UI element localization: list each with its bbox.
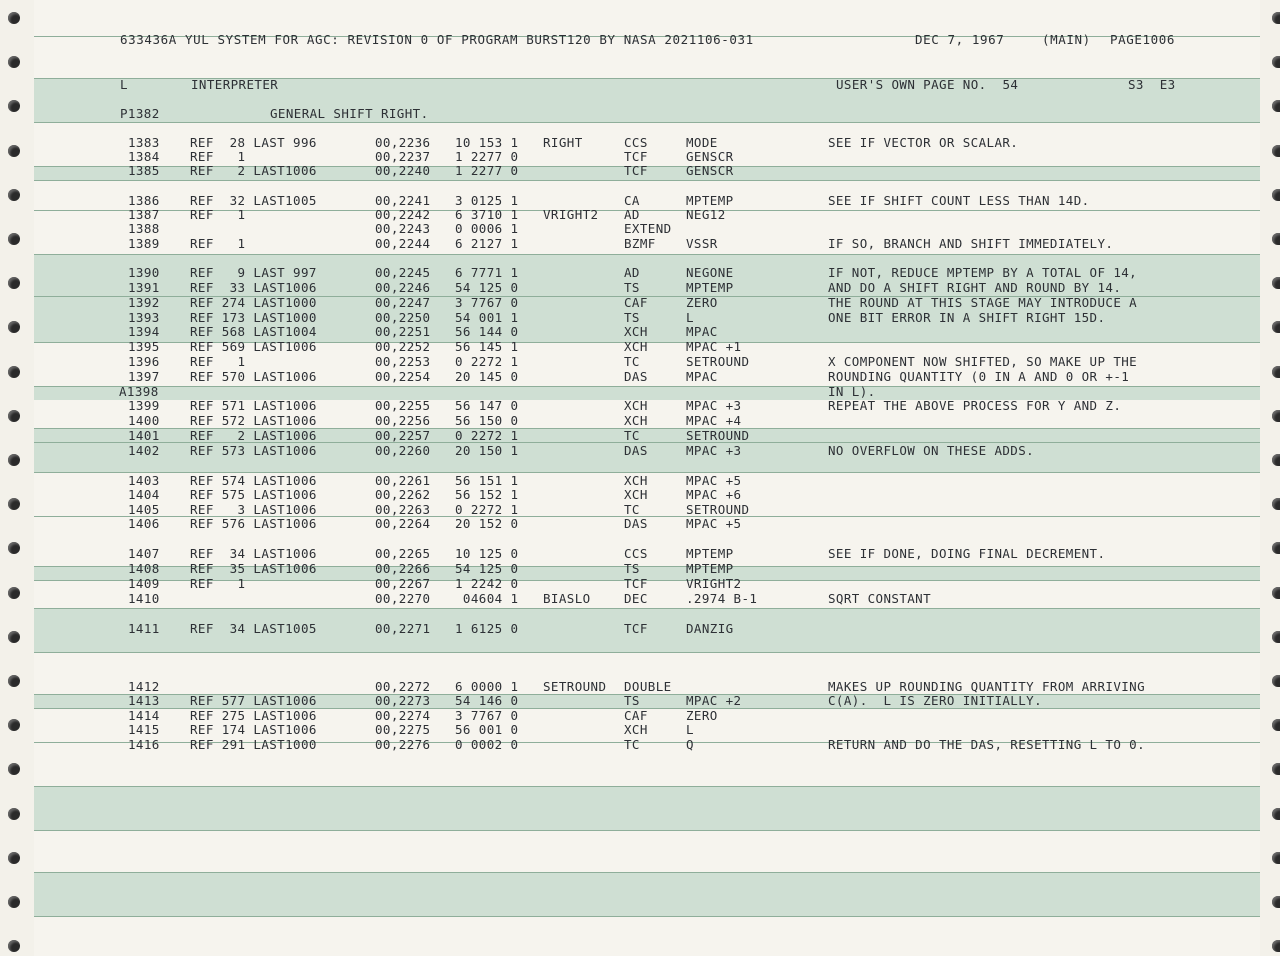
line-number: 1389 xyxy=(128,236,160,251)
comment: C(A). L IS ZERO INITIALLY. xyxy=(828,693,1042,708)
address: 00,2253 xyxy=(375,354,431,369)
address: 00,2273 xyxy=(375,693,431,708)
operand: SETROUND xyxy=(686,428,750,443)
opcode: TS xyxy=(624,310,640,325)
feed-hole xyxy=(1272,454,1280,466)
ref-info: REF 34 LAST1005 xyxy=(190,621,317,636)
opcode: XCH xyxy=(624,324,648,339)
opcode: TS xyxy=(624,280,640,295)
opcode: DEC xyxy=(624,591,648,606)
line-number: 1413 xyxy=(128,693,160,708)
feed-hole xyxy=(8,896,20,908)
opcode: BZMF xyxy=(624,236,656,251)
line-number: 1403 xyxy=(128,473,160,488)
line-number: 1408 xyxy=(128,561,160,576)
address: 00,2252 xyxy=(375,339,431,354)
operand: .2974 B-1 xyxy=(686,591,758,606)
feed-hole xyxy=(1272,808,1280,820)
operand: MPAC +5 xyxy=(686,473,742,488)
line-number: 1415 xyxy=(128,722,160,737)
opcode: CAF xyxy=(624,295,648,310)
address: 00,2256 xyxy=(375,413,431,428)
greenbar-rule xyxy=(34,254,1260,255)
address: 00,2246 xyxy=(375,280,431,295)
symbol-label: VRIGHT2 xyxy=(543,207,599,222)
address: 00,2260 xyxy=(375,443,431,458)
operand: MPAC +3 xyxy=(686,443,742,458)
address: 00,2274 xyxy=(375,708,431,723)
feed-hole xyxy=(8,233,20,245)
address: 00,2255 xyxy=(375,398,431,413)
line-number: 1385 xyxy=(128,163,160,178)
ref-info: REF 1 xyxy=(190,149,246,164)
feed-hole xyxy=(1272,12,1280,24)
greenbar-rule xyxy=(34,652,1260,653)
line-number: 1395 xyxy=(128,339,160,354)
ref-info: REF 568 LAST1004 xyxy=(190,324,317,339)
ref-info: REF 1 xyxy=(190,207,246,222)
comment: SEE IF SHIFT COUNT LESS THAN 14D. xyxy=(828,193,1090,208)
octal-word: 56 147 0 xyxy=(455,398,519,413)
ref-info: REF 572 LAST1006 xyxy=(190,413,317,428)
ref-info: REF 3 LAST1006 xyxy=(190,502,317,517)
comment: AND DO A SHIFT RIGHT AND ROUND BY 14. xyxy=(828,280,1122,295)
feed-hole xyxy=(1272,145,1280,157)
ref-info: REF 2 LAST1006 xyxy=(190,163,317,178)
log-letter: L xyxy=(120,77,128,92)
line-number: 1411 xyxy=(128,621,160,636)
octal-word: 54 125 0 xyxy=(455,280,519,295)
comment: SEE IF DONE, DOING FINAL DECREMENT. xyxy=(828,546,1106,561)
opcode: XCH xyxy=(624,722,648,737)
ref-info: REF 28 LAST 996 xyxy=(190,135,317,150)
opcode: DAS xyxy=(624,516,648,531)
opcode: TC xyxy=(624,428,640,443)
address: 00,2251 xyxy=(375,324,431,339)
operand: MPAC +3 xyxy=(686,398,742,413)
ref-info: REF 1 xyxy=(190,576,246,591)
line-number: 1412 xyxy=(128,679,160,694)
octal-word: 6 0000 1 xyxy=(455,679,519,694)
octal-word: 20 150 1 xyxy=(455,443,519,458)
feed-hole xyxy=(1272,410,1280,422)
comment: NO OVERFLOW ON THESE ADDS. xyxy=(828,443,1035,458)
operand: MPAC xyxy=(686,324,718,339)
feed-hole xyxy=(8,498,20,510)
address: 00,2247 xyxy=(375,295,431,310)
operand: MPTEMP xyxy=(686,193,734,208)
address: 00,2275 xyxy=(375,722,431,737)
feed-hole xyxy=(1272,675,1280,687)
feed-hole xyxy=(1272,56,1280,68)
feed-hole xyxy=(1272,587,1280,599)
opcode: TC xyxy=(624,354,640,369)
comment: ONE BIT ERROR IN A SHIFT RIGHT 15D. xyxy=(828,310,1106,325)
feed-hole xyxy=(1272,100,1280,112)
line-number: 1404 xyxy=(128,487,160,502)
operand: L xyxy=(686,722,694,737)
address: 00,2271 xyxy=(375,621,431,636)
octal-word: 6 3710 1 xyxy=(455,207,519,222)
feed-hole xyxy=(1272,366,1280,378)
operand: ZERO xyxy=(686,708,718,723)
opcode: XCH xyxy=(624,339,648,354)
line-number: 1405 xyxy=(128,502,160,517)
ref-info: REF 174 LAST1006 xyxy=(190,722,317,737)
octal-word: 56 144 0 xyxy=(455,324,519,339)
ref-info: REF 569 LAST1006 xyxy=(190,339,317,354)
opcode: XCH xyxy=(624,473,648,488)
octal-word: 54 125 0 xyxy=(455,561,519,576)
feed-hole xyxy=(8,542,20,554)
feed-hole xyxy=(1272,852,1280,864)
address: 00,2242 xyxy=(375,207,431,222)
octal-word: 56 001 0 xyxy=(455,722,519,737)
address: 00,2270 xyxy=(375,591,431,606)
opcode: TS xyxy=(624,561,640,576)
line-number: 1410 xyxy=(128,591,160,606)
comment: IF NOT, REDUCE MPTEMP BY A TOTAL OF 14, xyxy=(828,265,1138,280)
line-number: 1383 xyxy=(128,135,160,150)
operand: MPAC +2 xyxy=(686,693,742,708)
comment: SQRT CONSTANT xyxy=(828,591,932,606)
ref-info: REF 1 xyxy=(190,354,246,369)
opcode: XCH xyxy=(624,398,648,413)
operand: DANZIG xyxy=(686,621,734,636)
greenbar-band xyxy=(34,786,1260,830)
ref-info: REF 33 LAST1006 xyxy=(190,280,317,295)
octal-word: 20 152 0 xyxy=(455,516,519,531)
octal-word: 1 6125 0 xyxy=(455,621,519,636)
feed-hole xyxy=(8,410,20,422)
feed-hole xyxy=(8,940,20,952)
operand: MPAC +6 xyxy=(686,487,742,502)
greenbar-rule xyxy=(34,916,1260,917)
line-number: A1398 xyxy=(119,384,159,399)
ref-info: REF 2 LAST1006 xyxy=(190,428,317,443)
feed-hole xyxy=(1272,719,1280,731)
feed-hole xyxy=(8,719,20,731)
feed-hole xyxy=(1272,321,1280,333)
address: 00,2243 xyxy=(375,221,431,236)
greenbar-band xyxy=(34,872,1260,916)
operand: L xyxy=(686,310,694,325)
comment: SEE IF VECTOR OR SCALAR. xyxy=(828,135,1019,150)
operand: MPAC +4 xyxy=(686,413,742,428)
ref-info: REF 574 LAST1006 xyxy=(190,473,317,488)
line-number: 1391 xyxy=(128,280,160,295)
comment: REPEAT THE ABOVE PROCESS FOR Y AND Z. xyxy=(828,398,1122,413)
listing-section: (MAIN) xyxy=(1042,32,1091,47)
feed-hole xyxy=(8,277,20,289)
line-number: 1397 xyxy=(128,369,160,384)
octal-word: 1 2277 0 xyxy=(455,163,519,178)
octal-word: 0 2272 1 xyxy=(455,354,519,369)
octal-word: 0 0006 1 xyxy=(455,221,519,236)
line-number: 1394 xyxy=(128,324,160,339)
address: 00,2262 xyxy=(375,487,431,502)
octal-word: 6 7771 1 xyxy=(455,265,519,280)
address: 00,2257 xyxy=(375,428,431,443)
address: 00,2244 xyxy=(375,236,431,251)
address: 00,2272 xyxy=(375,679,431,694)
operand: ZERO xyxy=(686,295,718,310)
line-number: 1393 xyxy=(128,310,160,325)
operand: MODE xyxy=(686,135,718,150)
opcode: TCF xyxy=(624,621,648,636)
opcode: EXTEND xyxy=(624,221,672,236)
line-number: 1392 xyxy=(128,295,160,310)
ref-info: REF 577 LAST1006 xyxy=(190,693,317,708)
feed-hole xyxy=(1272,896,1280,908)
line-number: 1409 xyxy=(128,576,160,591)
opcode: XCH xyxy=(624,487,648,502)
comment: THE ROUND AT THIS STAGE MAY INTRODUCE A xyxy=(828,295,1138,310)
address: 00,2264 xyxy=(375,516,431,531)
feed-hole xyxy=(8,321,20,333)
feed-hole xyxy=(1272,542,1280,554)
operand: SETROUND xyxy=(686,354,750,369)
comment: RETURN AND DO THE DAS, RESETTING L TO 0. xyxy=(828,737,1146,752)
comment: X COMPONENT NOW SHIFTED, SO MAKE UP THE xyxy=(828,354,1138,369)
feed-hole xyxy=(8,100,20,112)
octal-word: 56 145 1 xyxy=(455,339,519,354)
octal-word: 56 152 1 xyxy=(455,487,519,502)
line-number: 1406 xyxy=(128,516,160,531)
address: 00,2254 xyxy=(375,369,431,384)
comment: IN L). xyxy=(828,384,876,399)
feed-hole xyxy=(8,631,20,643)
operand: NEGONE xyxy=(686,265,734,280)
octal-word: 1 2242 0 xyxy=(455,576,519,591)
ref-info: REF 274 LAST1000 xyxy=(190,295,317,310)
opcode: TCF xyxy=(624,163,648,178)
line-number: 1388 xyxy=(128,221,160,236)
greenbar-rule xyxy=(34,608,1260,609)
ref-info: REF 576 LAST1006 xyxy=(190,516,317,531)
line-number: 1386 xyxy=(128,193,160,208)
comment: IF SO, BRANCH AND SHIFT IMMEDIATELY. xyxy=(828,236,1114,251)
address: 00,2276 xyxy=(375,737,431,752)
address: 00,2237 xyxy=(375,149,431,164)
greenbar-rule xyxy=(34,872,1260,873)
feed-hole xyxy=(1272,189,1280,201)
octal-word: 6 2127 1 xyxy=(455,236,519,251)
address: 00,2267 xyxy=(375,576,431,591)
address: 00,2261 xyxy=(375,473,431,488)
feed-hole xyxy=(8,56,20,68)
address: 00,2245 xyxy=(375,265,431,280)
operand: MPAC +5 xyxy=(686,516,742,531)
ref-info: REF 291 LAST1000 xyxy=(190,737,317,752)
greenbar-rule xyxy=(34,180,1260,181)
operand: SETROUND xyxy=(686,502,750,517)
line-number: 1402 xyxy=(128,443,160,458)
address: 00,2241 xyxy=(375,193,431,208)
feed-hole xyxy=(8,366,20,378)
octal-word: 0 2272 1 xyxy=(455,428,519,443)
comment: ROUNDING QUANTITY (0 IN A AND 0 OR +-1 xyxy=(828,369,1130,384)
symbol-label: RIGHT xyxy=(543,135,583,150)
ref-info: REF 9 LAST 997 xyxy=(190,265,317,280)
feed-hole xyxy=(8,808,20,820)
opcode: DAS xyxy=(624,443,648,458)
opcode: AD xyxy=(624,207,640,222)
ref-info: REF 1 xyxy=(190,236,246,251)
feed-hole xyxy=(1272,277,1280,289)
ref-info: REF 173 LAST1000 xyxy=(190,310,317,325)
octal-word: 3 7767 0 xyxy=(455,295,519,310)
address: 00,2250 xyxy=(375,310,431,325)
line-number: 1407 xyxy=(128,546,160,561)
feed-hole xyxy=(1272,498,1280,510)
feed-hole xyxy=(1272,763,1280,775)
operand: Q xyxy=(686,737,694,752)
ref-info: REF 32 LAST1005 xyxy=(190,193,317,208)
ref-info: REF 575 LAST1006 xyxy=(190,487,317,502)
comment: MAKES UP ROUNDING QUANTITY FROM ARRIVING xyxy=(828,679,1146,694)
feed-hole xyxy=(8,675,20,687)
octal-word: 10 153 1 xyxy=(455,135,519,150)
octal-word: 10 125 0 xyxy=(455,546,519,561)
section-code: S3 E3 xyxy=(1128,77,1176,92)
listing-title: 633436A YUL SYSTEM FOR AGC: REVISION 0 OF PROGRAM BURST120 BY NASA 2021106-031 xyxy=(120,32,754,47)
greenbar-rule xyxy=(34,786,1260,787)
ref-info: REF 275 LAST1006 xyxy=(190,708,317,723)
octal-word: 04604 1 xyxy=(455,591,519,606)
feed-hole xyxy=(1272,233,1280,245)
ref-info: REF 570 LAST1006 xyxy=(190,369,317,384)
feed-hole xyxy=(8,852,20,864)
opcode: CCS xyxy=(624,546,648,561)
users-own-page: USER'S OWN PAGE NO. 54 xyxy=(836,77,1019,92)
symbol-label: SETROUND xyxy=(543,679,607,694)
address: 00,2263 xyxy=(375,502,431,517)
octal-word: 1 2277 0 xyxy=(455,149,519,164)
opcode: TCF xyxy=(624,576,648,591)
operand: MPAC xyxy=(686,369,718,384)
opcode: TCF xyxy=(624,149,648,164)
octal-word: 20 145 0 xyxy=(455,369,519,384)
operand: MPTEMP xyxy=(686,280,734,295)
address: 00,2240 xyxy=(375,163,431,178)
address: 00,2265 xyxy=(375,546,431,561)
line-number: 1416 xyxy=(128,737,160,752)
operand: VRIGHT2 xyxy=(686,576,742,591)
feed-hole xyxy=(1272,940,1280,952)
operand: MPAC +1 xyxy=(686,339,742,354)
octal-word: 0 2272 1 xyxy=(455,502,519,517)
line-number: 1396 xyxy=(128,354,160,369)
card-title: GENERAL SHIFT RIGHT. xyxy=(270,106,429,121)
octal-word: 54 146 0 xyxy=(455,693,519,708)
feed-hole xyxy=(8,189,20,201)
feed-hole xyxy=(8,763,20,775)
opcode: CAF xyxy=(624,708,648,723)
opcode: CA xyxy=(624,193,640,208)
feed-hole xyxy=(8,145,20,157)
octal-word: 54 001 1 xyxy=(455,310,519,325)
greenbar-rule xyxy=(34,830,1260,831)
card-number: P1382 xyxy=(120,106,160,121)
ref-info: REF 573 LAST1006 xyxy=(190,443,317,458)
operand: MPTEMP xyxy=(686,546,734,561)
octal-word: 3 7767 0 xyxy=(455,708,519,723)
opcode: AD xyxy=(624,265,640,280)
octal-word: 56 150 0 xyxy=(455,413,519,428)
octal-word: 0 0002 0 xyxy=(455,737,519,752)
ref-info: REF 34 LAST1006 xyxy=(190,546,317,561)
ref-info: REF 571 LAST1006 xyxy=(190,398,317,413)
line-number: 1390 xyxy=(128,265,160,280)
opcode: TC xyxy=(624,502,640,517)
operand: VSSR xyxy=(686,236,718,251)
ref-info: REF 35 LAST1006 xyxy=(190,561,317,576)
log-name: INTERPRETER xyxy=(191,77,279,92)
octal-word: 3 0125 1 xyxy=(455,193,519,208)
opcode: XCH xyxy=(624,413,648,428)
opcode: CCS xyxy=(624,135,648,150)
greenbar-rule xyxy=(34,386,1260,387)
opcode: DAS xyxy=(624,369,648,384)
line-number: 1387 xyxy=(128,207,160,222)
feed-hole xyxy=(8,454,20,466)
operand: GENSCR xyxy=(686,149,734,164)
octal-word: 56 151 1 xyxy=(455,473,519,488)
line-number: 1401 xyxy=(128,428,160,443)
opcode: DOUBLE xyxy=(624,679,672,694)
page-number: PAGE1006 xyxy=(1110,32,1176,47)
operand: MPTEMP xyxy=(686,561,734,576)
operand: NEG12 xyxy=(686,207,726,222)
line-number: 1414 xyxy=(128,708,160,723)
listing-date: DEC 7, 1967 xyxy=(915,32,1005,47)
line-number: 1384 xyxy=(128,149,160,164)
line-number: 1400 xyxy=(128,413,160,428)
feed-hole xyxy=(8,587,20,599)
operand: GENSCR xyxy=(686,163,734,178)
address: 00,2266 xyxy=(375,561,431,576)
address: 00,2236 xyxy=(375,135,431,150)
line-number: 1399 xyxy=(128,398,160,413)
opcode: TS xyxy=(624,693,640,708)
symbol-label: BIASLO xyxy=(543,591,591,606)
feed-hole xyxy=(8,12,20,24)
greenbar-rule xyxy=(34,122,1260,123)
opcode: TC xyxy=(624,737,640,752)
feed-hole xyxy=(1272,631,1280,643)
